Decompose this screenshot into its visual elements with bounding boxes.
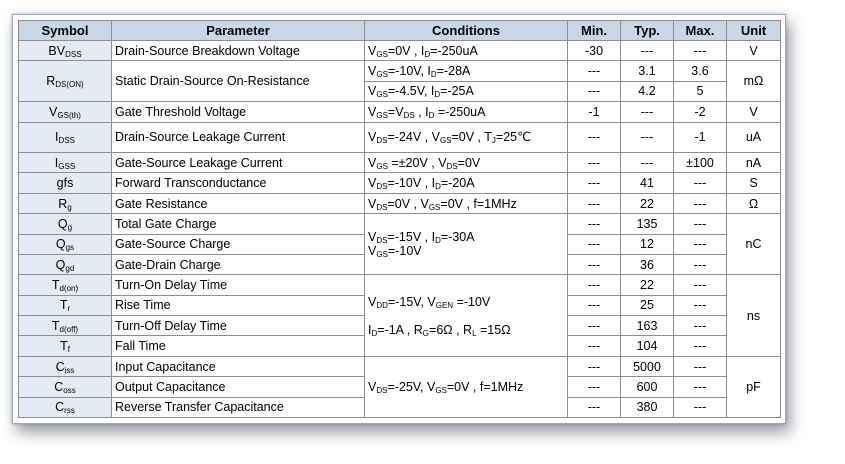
- conditions-cell: $V_{DS}=-15V$ , $I_D=-30A$ $V_{GS}=-10V$: [365, 214, 568, 275]
- conditions-cell: $V_{DD}=-15V$, $V_{GEN} =-10V$ $I_D=-1A$ , $R_G=6\Omega$ , $R_L =15\Omega$: [365, 275, 568, 357]
- symbol-cell: $BV_{DSS}$: [19, 41, 112, 61]
- conditions-cell: $V_{DS}=-25V$, $V_{GS}=0V$ , f=1MHz: [365, 356, 568, 417]
- typ-cell: 600: [621, 377, 674, 397]
- min-cell: ---: [568, 377, 621, 397]
- parameter-cell: Turn-Off Delay Time: [112, 316, 365, 336]
- max-cell: ---: [674, 193, 727, 213]
- typ-cell: 135: [621, 214, 674, 234]
- max-cell: 5: [674, 81, 727, 101]
- unit-cell: V: [727, 102, 781, 122]
- typ-cell: 25: [621, 295, 674, 315]
- unit-cell: S: [727, 173, 781, 193]
- unit-cell: Ω: [727, 193, 781, 213]
- min-cell: ---: [568, 234, 621, 254]
- min-cell: ---: [568, 173, 621, 193]
- conditions-cell: $V_{GS}=0V$ , $I_D=-250uA$: [365, 41, 568, 61]
- header-row: [19, 21, 781, 41]
- symbol-cell: $T_r$: [19, 295, 112, 315]
- typ-cell: 5000: [621, 356, 674, 376]
- parameter-cell: Gate-Drain Charge: [112, 254, 365, 274]
- min-cell: -1: [568, 102, 621, 122]
- table-row: [19, 173, 781, 193]
- max-cell: ---: [674, 356, 727, 376]
- max-cell: ---: [674, 234, 727, 254]
- min-cell: ---: [568, 397, 621, 417]
- max-cell: 3.6: [674, 61, 727, 81]
- header-max: Max.: [674, 21, 727, 41]
- unit-cell: mΩ: [727, 61, 781, 102]
- min-cell: -30: [568, 41, 621, 61]
- table-row: [19, 41, 781, 61]
- min-cell: ---: [568, 61, 621, 81]
- typ-cell: 36: [621, 254, 674, 274]
- parameter-cell: Rise Time: [112, 295, 365, 315]
- max-cell: ---: [674, 254, 727, 274]
- conditions-cell: $V_{DS}=0V$ , $V_{GS}=0V$ , f=1MHz: [365, 193, 568, 213]
- symbol-cell: $Q_g$: [19, 214, 112, 234]
- min-cell: ---: [568, 295, 621, 315]
- spec-table-frame: [12, 14, 786, 424]
- unit-cell: uA: [727, 122, 781, 153]
- parameter-cell: Drain-Source Leakage Current: [112, 122, 365, 153]
- min-cell: ---: [568, 275, 621, 295]
- max-cell: ---: [674, 41, 727, 61]
- typ-cell: ---: [621, 122, 674, 153]
- min-cell: ---: [568, 356, 621, 376]
- typ-cell: 22: [621, 275, 674, 295]
- min-cell: ---: [568, 81, 621, 101]
- max-cell: ---: [674, 295, 727, 315]
- unit-cell: pF: [727, 356, 781, 417]
- parameter-cell: Gate Resistance: [112, 193, 365, 213]
- symbol-cell: $C_{rss}$: [19, 397, 112, 417]
- table-row: [19, 102, 781, 122]
- table-row: [19, 153, 781, 173]
- header-typ: Typ.: [621, 21, 674, 41]
- symbol-cell: $R_{DS(ON)}$: [19, 61, 112, 102]
- min-cell: ---: [568, 336, 621, 356]
- parameter-cell: Static Drain-Source On-Resistance: [112, 61, 365, 102]
- symbol-cell: $T_{d(on)}$: [19, 275, 112, 295]
- max-cell: ---: [674, 397, 727, 417]
- table-row: [19, 214, 781, 234]
- table-row: [19, 193, 781, 213]
- min-cell: ---: [568, 254, 621, 274]
- max-cell: ---: [674, 173, 727, 193]
- electrical-characteristics-table: [18, 20, 781, 418]
- table-row: [19, 122, 781, 153]
- conditions-cell: $V_{DS}=-10V$ , $I_D=-20A$: [365, 173, 568, 193]
- parameter-cell: Gate Threshold Voltage: [112, 102, 365, 122]
- typ-cell: 4.2: [621, 81, 674, 101]
- max-cell: ---: [674, 316, 727, 336]
- parameter-cell: Gate-Source Charge: [112, 234, 365, 254]
- parameter-cell: Output Capacitance: [112, 377, 365, 397]
- typ-cell: ---: [621, 41, 674, 61]
- unit-cell: ns: [727, 275, 781, 357]
- symbol-cell: $I_{DSS}$: [19, 122, 112, 153]
- max-cell: -1: [674, 122, 727, 153]
- unit-cell: V: [727, 41, 781, 61]
- min-cell: ---: [568, 316, 621, 336]
- typ-cell: ---: [621, 153, 674, 173]
- symbol-cell: $T_{d(off)}$: [19, 316, 112, 336]
- table-row: [19, 356, 781, 376]
- max-cell: ---: [674, 377, 727, 397]
- parameter-cell: Gate-Source Leakage Current: [112, 153, 365, 173]
- table-row: [19, 61, 781, 81]
- typ-cell: 380: [621, 397, 674, 417]
- max-cell: ---: [674, 275, 727, 295]
- header-conditions: Conditions: [365, 21, 568, 41]
- parameter-cell: Drain-Source Breakdown Voltage: [112, 41, 365, 61]
- symbol-cell: gfs: [19, 173, 112, 193]
- symbol-cell: $Q_{gd}$: [19, 254, 112, 274]
- min-cell: ---: [568, 193, 621, 213]
- typ-cell: ---: [621, 102, 674, 122]
- symbol-cell: $I_{GSS}$: [19, 153, 112, 173]
- typ-cell: 41: [621, 173, 674, 193]
- parameter-cell: Total Gate Charge: [112, 214, 365, 234]
- min-cell: ---: [568, 153, 621, 173]
- table-row: [19, 275, 781, 295]
- symbol-cell: $Q_{gs}$: [19, 234, 112, 254]
- max-cell: ±100: [674, 153, 727, 173]
- symbol-cell: $V_{GS(th)}$: [19, 102, 112, 122]
- conditions-cell: $V_{GS}=-4.5V$, $I_D=-25A$: [365, 81, 568, 101]
- typ-cell: 163: [621, 316, 674, 336]
- header-unit: Unit: [727, 21, 781, 41]
- symbol-cell: $C_{iss}$: [19, 356, 112, 376]
- parameter-cell: Forward Transconductance: [112, 173, 365, 193]
- header-min: Min.: [568, 21, 621, 41]
- conditions-cell: $V_{GS} =\pm 20V$ , $V_{DS}=0V$: [365, 153, 568, 173]
- max-cell: -2: [674, 102, 727, 122]
- conditions-cell: $V_{DS}=-24V$ , $V_{GS}=0V$ , $T_J=25℃$: [365, 122, 568, 153]
- typ-cell: 22: [621, 193, 674, 213]
- parameter-cell: Reverse Transfer Capacitance: [112, 397, 365, 417]
- conditions-cell: $V_{GS}=V_{DS}$ , $I_D =-250uA$: [365, 102, 568, 122]
- header-symbol: Symbol: [19, 21, 112, 41]
- typ-cell: 12: [621, 234, 674, 254]
- header-parameter: Parameter: [112, 21, 365, 41]
- symbol-cell: $C_{oss}$: [19, 377, 112, 397]
- typ-cell: 104: [621, 336, 674, 356]
- conditions-cell: $V_{GS}=-10V$, $I_D=-28A$: [365, 61, 568, 81]
- parameter-cell: Fall Time: [112, 336, 365, 356]
- symbol-cell: $T_f$: [19, 336, 112, 356]
- max-cell: ---: [674, 336, 727, 356]
- unit-cell: nA: [727, 153, 781, 173]
- max-cell: ---: [674, 214, 727, 234]
- symbol-cell: $R_g$: [19, 193, 112, 213]
- unit-cell: nC: [727, 214, 781, 275]
- parameter-cell: Turn-On Delay Time: [112, 275, 365, 295]
- typ-cell: 3.1: [621, 61, 674, 81]
- min-cell: ---: [568, 214, 621, 234]
- min-cell: ---: [568, 122, 621, 153]
- parameter-cell: Input Capacitance: [112, 356, 365, 376]
